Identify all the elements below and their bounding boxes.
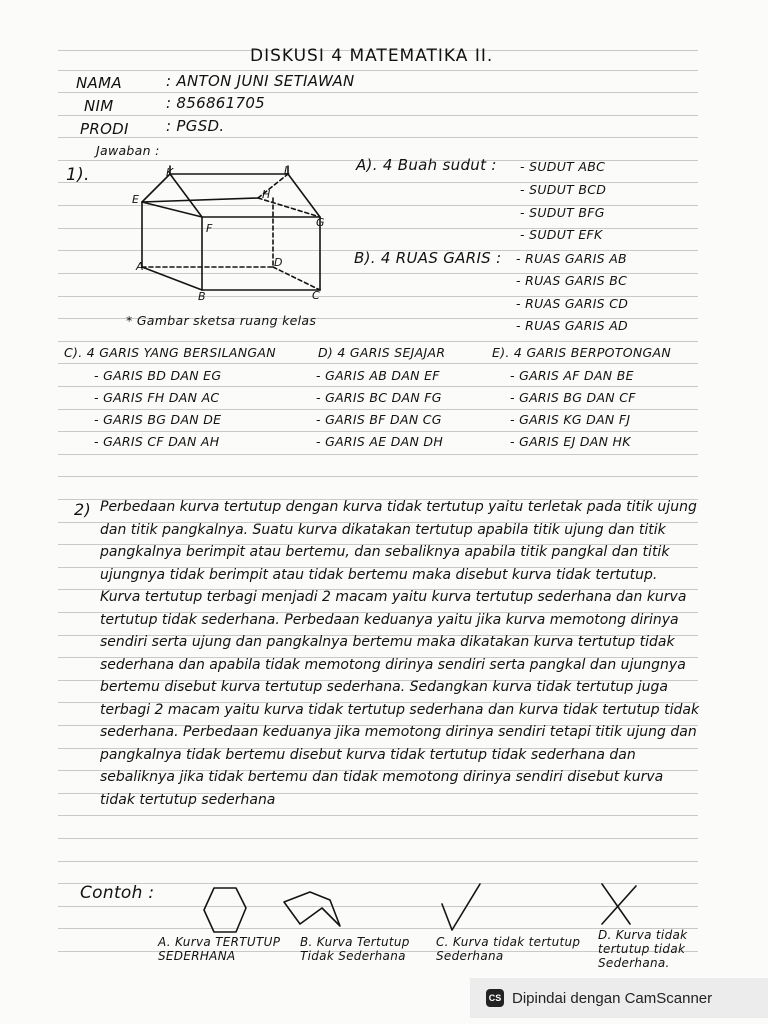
vertex-label-l: L xyxy=(284,164,291,177)
vertex-label-b: B xyxy=(198,290,206,303)
ruled-line xyxy=(58,815,698,816)
ruled-line xyxy=(58,476,698,477)
example-b-caption: B. Kurva Tertutup Tidak Sederhana xyxy=(300,935,410,963)
camscanner-text: Dipindai dengan CamScanner xyxy=(512,989,713,1007)
ruled-line xyxy=(58,115,698,116)
section-c-title: C). 4 GARIS YANG BERSILANGAN xyxy=(64,345,276,360)
vertex-label-k: K xyxy=(166,166,174,179)
prodi-label: PRODI xyxy=(80,120,129,138)
contoh-label: Contoh : xyxy=(80,883,155,903)
ruled-line xyxy=(58,861,698,862)
section-a-item: - SUDUT ABC xyxy=(520,159,606,174)
vertex-label-a: A xyxy=(136,260,144,273)
ruled-line xyxy=(58,92,698,93)
section-c-item: - GARIS BG DAN DE xyxy=(94,412,222,427)
vertex-label-g: G xyxy=(316,216,325,229)
ruled-line xyxy=(58,363,698,364)
page-title: DISKUSI 4 MATEMATIKA II. xyxy=(250,46,494,66)
edge-DC xyxy=(273,267,320,290)
question-2-number: 2) xyxy=(74,500,92,519)
section-d-item: - GARIS BF DAN CG xyxy=(316,412,442,427)
sketch-caption: * Gambar sketsa ruang kelas xyxy=(126,313,317,328)
section-b-item: - RUAS GARIS AB xyxy=(516,251,627,266)
section-c-item: - GARIS CF DAN AH xyxy=(94,434,220,449)
section-e-item: - GARIS BG DAN CF xyxy=(510,390,636,405)
section-a-item: - SUDUT BFG xyxy=(520,205,605,220)
section-a-item: - SUDUT EFK xyxy=(520,227,603,242)
nama-value: : ANTON JUNI SETIAWAN xyxy=(166,72,355,90)
camscanner-watermark xyxy=(470,978,768,1018)
vertex-label-d: D xyxy=(274,256,283,269)
section-e-title: E). 4 GARIS BERPOTONGAN xyxy=(492,345,672,360)
camscanner-icon: CS xyxy=(486,989,504,1007)
ruled-line xyxy=(58,838,698,839)
ruled-line xyxy=(58,137,698,138)
question-1-number: 1). xyxy=(66,165,90,185)
nim-label: NIM xyxy=(84,97,114,115)
edge-EH xyxy=(142,198,258,202)
section-c-item: - GARIS FH DAN AC xyxy=(94,390,220,405)
example-a-caption: A. Kurva TERTUTUP SEDERHANA xyxy=(158,935,281,963)
example-d-caption: D. Kurva tidak tertutup tidak Sederhana. xyxy=(598,928,688,970)
simple-open-curve xyxy=(442,884,480,930)
answer-label: Jawaban : xyxy=(96,143,160,158)
section-d-item: - GARIS AB DAN EF xyxy=(316,368,440,383)
non-simple-open-curve xyxy=(602,884,636,924)
section-e-item: - GARIS EJ DAN HK xyxy=(510,434,631,449)
section-e-item: - GARIS AF DAN BE xyxy=(510,368,634,383)
section-b-title: B). 4 RUAS GARIS : xyxy=(354,249,502,267)
ruled-line xyxy=(58,341,698,342)
ruled-line xyxy=(58,386,698,387)
simple-closed-curve xyxy=(204,888,246,932)
vertex-label-c: C xyxy=(312,289,320,302)
vertex-label-h: H xyxy=(262,188,271,201)
section-c-item: - GARIS BD DAN EG xyxy=(94,368,222,383)
vertex-label-e: E xyxy=(132,193,140,206)
edge-AB xyxy=(142,267,202,290)
non-simple-closed-curve xyxy=(284,892,340,926)
prodi-value: : PGSD. xyxy=(166,117,225,135)
section-b-item: - RUAS GARIS CD xyxy=(516,296,629,311)
ruled-line xyxy=(58,431,698,432)
section-a-item: - SUDUT BCD xyxy=(520,182,607,197)
nama-label: NAMA xyxy=(76,74,122,92)
ruled-line xyxy=(58,409,698,410)
section-d-item: - GARIS AE DAN DH xyxy=(316,434,444,449)
section-e-item: - GARIS KG DAN FJ xyxy=(510,412,631,427)
question-2-answer: Perbedaan kurva tertutup dengan kurva tidak tertutup yaitu terletak pada titik ujung dan titik pangkalnya. Suatu kurva dikatakan tertutup apabila titik ujung dan titik pangkalnya berimpit atau bertemu, dan sebaliknya apabila titik pangkal dan titik ujungnya tidak berimpit atau tidak bertemu maka disebut kurva tidak tertutup. Kurva tertutup terbagi menjadi 2 macam yaitu kurva tertutup sederhana dan kurva tertutup tidak sederhana. Perbedaan keduanya yaitu jika kurva memotong dirinya sendiri serta ujung dan pangkalnya bertemu maka dikatakan kurva tertutup tidak sederhana dan apabila tidak memotong dirinya sendiri serta pangkal dan ujungnya bertemu disebut kurva tertutup sederhana. Sedangkan kurva tidak tertutup juga terbagi 2 macam yaitu kurva tidak tertutup sederhana dan kurva tidak tertutup tidak sederhana. Perbedaan keduanya jika memotong dirinya sendiri tetapi titik ujung dan pangkalnya tidak bertemu disebut kurva tidak tertutup tidak sederhana dan sebaliknya jika tidak bertemu dan tidak memotong dirinya sendiri disebut kurva tidak tertutup sederhana xyxy=(100,499,700,808)
example-c-caption: C. Kurva tidak tertutup Sederhana xyxy=(436,935,581,963)
section-d-title: D) 4 GARIS SEJAJAR xyxy=(318,345,446,360)
vertex-label-f: F xyxy=(206,222,213,235)
nim-value: : 856861705 xyxy=(166,94,266,112)
section-b-item: - RUAS GARIS AD xyxy=(516,318,628,333)
ruled-line xyxy=(58,70,698,71)
edge-JG xyxy=(288,174,320,217)
section-d-item: - GARIS BC DAN FG xyxy=(316,390,442,405)
section-a-title: A). 4 Buah sudut : xyxy=(356,156,497,174)
ruled-line xyxy=(58,454,698,455)
section-b-item: - RUAS GARIS BC xyxy=(516,273,628,288)
